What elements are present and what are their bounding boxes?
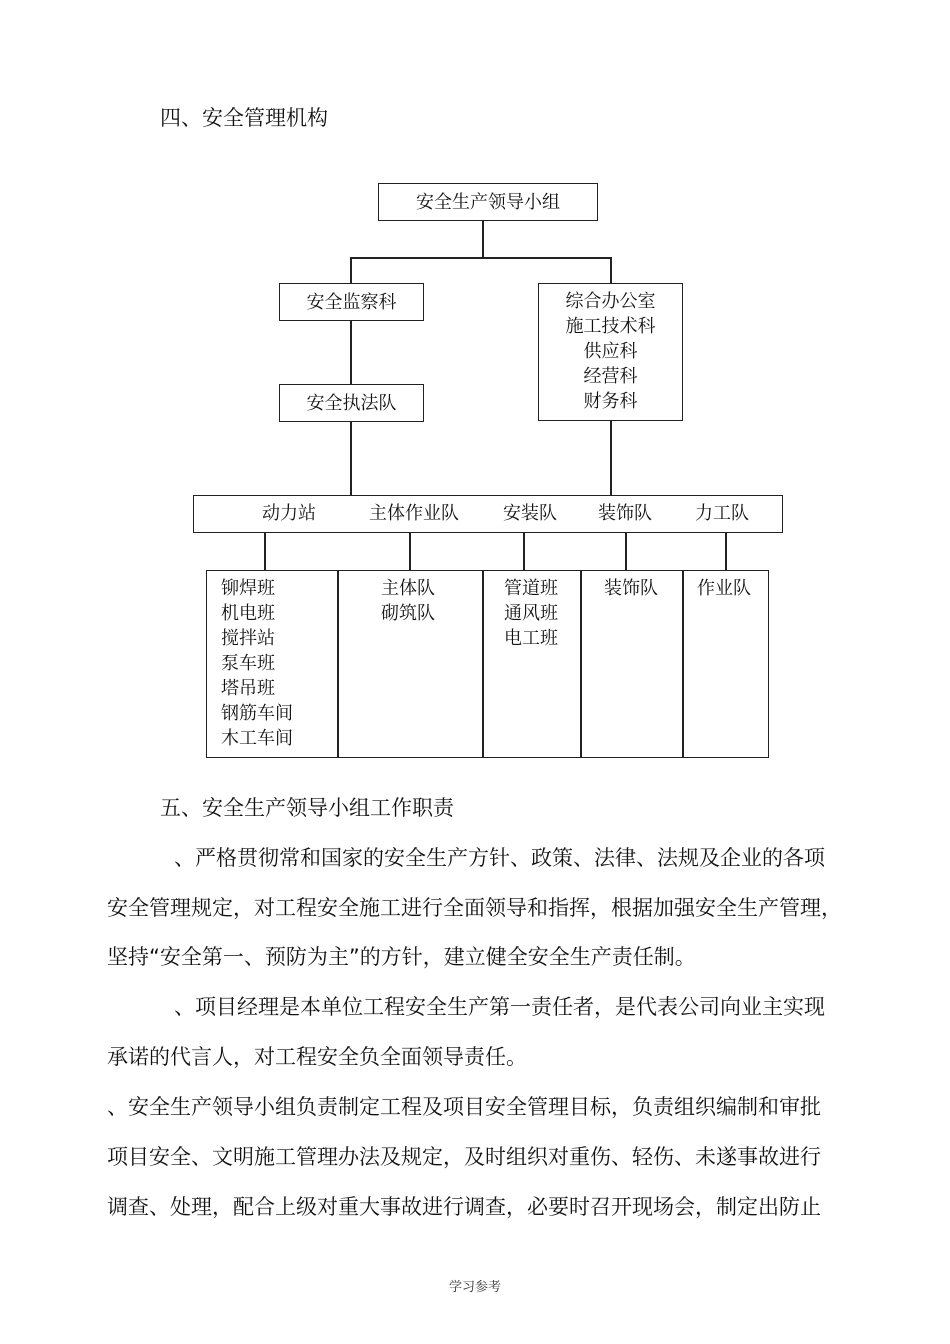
subunit-item: 机电班 [221, 603, 275, 624]
paragraph-line: 调查、处理，配合上级对重大事故进行调查，必要时召开现场会，制定出防止 [107, 1195, 821, 1219]
team-label: 力工队 [695, 503, 749, 524]
org-office-label: 经营科 [583, 366, 638, 387]
column-divider [482, 570, 484, 758]
connector [350, 422, 352, 496]
section-4-title: 四、安全管理机构 [160, 106, 328, 130]
org-top-label: 安全生产领导小组 [416, 191, 560, 213]
subunit-item: 作业队 [697, 578, 751, 599]
org-office-label: 财务科 [583, 391, 638, 412]
subunit-item: 木工车间 [221, 728, 293, 749]
page-footer: 学习参考 [448, 1280, 501, 1295]
org-top-box [378, 183, 598, 221]
team-label: 安装队 [503, 503, 557, 524]
subunit-item: 搅拌站 [221, 628, 275, 649]
paragraph-line: 、项目经理是本单位工程安全生产第一责任者，是代表公司向业主实现 [174, 995, 825, 1019]
connector [350, 257, 352, 283]
org-office-label: 综合办公室 [565, 291, 656, 312]
subunit-item: 管道班 [504, 578, 558, 599]
connector [350, 257, 611, 259]
team-label: 动力站 [262, 503, 316, 524]
paragraph-line: 、严格贯彻常和国家的安全生产方针、政策、法律、法规及企业的各项 [174, 846, 825, 870]
connector [264, 533, 266, 571]
subunit-item: 通风班 [504, 603, 558, 624]
team-label: 主体作业队 [369, 503, 459, 524]
column-divider [337, 570, 339, 758]
section-5-title: 五、安全生产领导小组工作职责 [160, 796, 454, 820]
connector [610, 257, 612, 283]
subunit-column [504, 576, 558, 651]
subunit-item: 泵车班 [221, 653, 275, 674]
org-safety-supervision-box [279, 283, 424, 321]
subunit-column [381, 576, 435, 626]
column-divider [682, 570, 684, 758]
subunit-column [221, 576, 293, 751]
connector [482, 221, 484, 258]
paragraph-line: 、安全生产领导小组负责制定工程及项目安全管理目标，负责组织编制和审批 [107, 1095, 821, 1119]
connector [409, 533, 411, 571]
subunit-item: 电工班 [504, 628, 558, 649]
org-office-label: 供应科 [583, 341, 638, 362]
paragraph-line: 承诺的代言人，对工程安全负全面领导责任。 [107, 1045, 527, 1069]
subunit-item: 砌筑队 [381, 603, 435, 624]
connector [725, 533, 727, 571]
subunit-item: 钢筋车间 [221, 703, 293, 724]
subunit-item: 装饰队 [604, 578, 658, 599]
paragraph-line: 坚持“安全第一、预防为主”的方针，建立健全安全生产责任制。 [107, 945, 696, 969]
paragraph-line: 项目安全、文明施工管理办法及规定，及时组织对重伤、轻伤、未遂事故进行 [107, 1145, 821, 1169]
column-divider [580, 570, 582, 758]
org-office-label: 施工技术科 [565, 316, 656, 337]
connector [350, 321, 352, 385]
subunit-item: 主体队 [381, 578, 435, 599]
org-safety-enforcement-label: 安全执法队 [306, 392, 397, 414]
team-label: 装饰队 [598, 503, 652, 524]
subunit-column [604, 576, 658, 601]
subunit-item: 铆焊班 [221, 578, 275, 599]
connector [625, 533, 627, 571]
org-safety-enforcement-box [279, 384, 424, 422]
subunit-column [697, 576, 751, 601]
connector [610, 421, 612, 496]
paragraph-line: 安全管理规定，对工程安全施工进行全面领导和指挥，根据加强安全生产管理， [107, 896, 842, 920]
subunit-item: 塔吊班 [221, 678, 275, 699]
connector [523, 533, 525, 571]
org-offices-box [538, 283, 683, 421]
org-safety-supervision-label: 安全监察科 [306, 291, 397, 313]
